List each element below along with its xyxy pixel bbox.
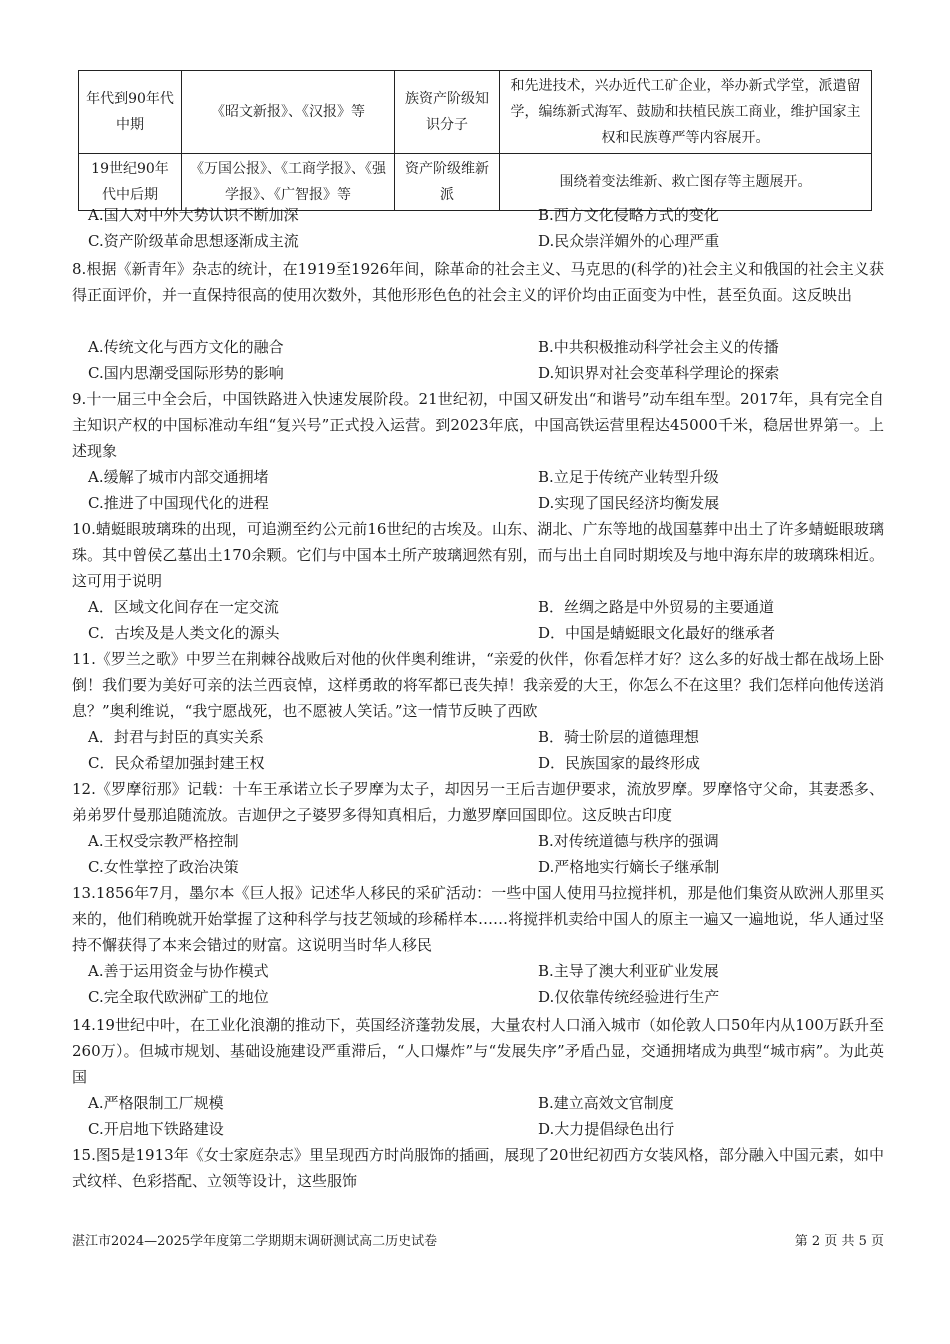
q11-options: [88, 724, 868, 776]
option-b[interactable]: B.中共积极推动科学社会主义的传播: [538, 338, 779, 356]
question-14-stem: 14.19世纪中叶，在工业化浪潮的推动下，英国经济蓬勃发展，大量农村人口涌入城市（如伦敦人口50年内从100万跃升至260万）。但城市规划、基础设施建设严重滞后，“人口爆炸”与“发展失序”矛盾凸显，交通拥堵成为典型“城市病”。为此英国: [72, 1016, 884, 1086]
table-cell-period: 年代到90年代中期: [79, 71, 182, 154]
option-c[interactable]: C.开启地下铁路建设: [88, 1120, 224, 1138]
page-number: 第 2 页 共 5 页: [794, 1234, 884, 1249]
table-cell-papers: 《万国公报》、《工商学报》、《强学报》、《广智报》等: [182, 154, 395, 211]
option-c[interactable]: C.国内思潮受国际形势的影响: [88, 364, 284, 382]
option-d[interactable]: D.严格地实行嫡长子继承制: [538, 858, 720, 876]
option-c[interactable]: C.推进了中国现代化的进程: [88, 494, 269, 512]
q14-options: [88, 1090, 868, 1142]
option-c[interactable]: C.完全取代欧洲矿工的地位: [88, 988, 269, 1006]
question-8-stem: 8.根据《新青年》杂志的统计，在1919至1926年间，除革命的社会主义、马克思的(科学的)社会主义和俄国的社会主义获得正面评价，并一直保持很高的使用次数外，其他形形色色的社会主义的评价均由正面变为中性，甚至负面。这反映出: [72, 260, 884, 304]
option-d[interactable]: D．民族国家的最终形成: [538, 754, 701, 772]
q8-options: [88, 334, 868, 386]
option-a[interactable]: A.严格限制工厂规模: [88, 1094, 224, 1112]
table-cell-content: 围绕着变法维新、救亡图存等主题展开。: [500, 154, 872, 211]
option-d[interactable]: D.知识界对社会变革科学理论的探索: [538, 364, 780, 382]
table-row: [79, 71, 872, 154]
option-d[interactable]: D.大力提倡绿色出行: [538, 1120, 675, 1138]
q7-options: [88, 202, 868, 254]
option-a[interactable]: A.缓解了城市内部交通拥堵: [88, 468, 269, 486]
page-footer: [72, 1230, 884, 1249]
table-cell-period: 19世纪90年代中后期: [79, 154, 182, 211]
option-c[interactable]: C.女性掌控了政治决策: [88, 858, 239, 876]
option-d[interactable]: D．中国是蜻蜓眼文化最好的继承者: [538, 624, 776, 642]
question-11-stem: 11.《罗兰之歌》中罗兰在荆棘谷战败后对他的伙伴奥利维讲，“亲爱的伙伴，你看怎样才好？这么多的好战士都在战场上卧倒！我们要为美好可亲的法兰西哀悼，这样勇敢的将军都已丧失掉！我亲爱的大王，你怎么不在这里？我们怎样向他传送消息？”奥利维说，“我宁愿战死，也不愿被人笑话。”这一情节反映了西欧: [72, 650, 884, 720]
option-c[interactable]: C．民众希望加强封建王权: [88, 754, 265, 772]
q12-options: [88, 828, 868, 880]
question-15-stem: 15.图5是1913年《女士家庭杂志》里呈现西方时尚服饰的插画，展现了20世纪初西方女装风格，部分融入中国元素，如中式纹样、色彩搭配、立领等设计，这些服饰: [72, 1146, 884, 1190]
option-d[interactable]: D.民众崇洋媚外的心理严重: [538, 232, 720, 250]
option-b[interactable]: B.对传统道德与秩序的强调: [538, 832, 719, 850]
q9-options: [88, 464, 868, 516]
option-a[interactable]: A.善于运用资金与协作模式: [88, 962, 269, 980]
option-d[interactable]: D.仅依靠传统经验进行生产: [538, 988, 720, 1006]
option-b[interactable]: B.立足于传统产业转型升级: [538, 468, 719, 486]
option-b[interactable]: B.主导了澳大利亚矿业发展: [538, 962, 719, 980]
option-d[interactable]: D.实现了国民经济均衡发展: [538, 494, 720, 512]
option-a[interactable]: A.国人对中外大势认识不断加深: [88, 206, 299, 224]
q13-options: [88, 958, 868, 1010]
question-10-stem: 10.蜻蜓眼玻璃珠的出现，可追溯至约公元前16世纪的古埃及。山东、湖北、广东等地的战国墓葬中出土了许多蜻蜓眼玻璃珠。其中曾侯乙墓出土170余颗。它们与中国本土所产玻璃迥然有别，而与出土自同时期埃及与地中海东岸的玻璃珠相近。这可用于说明: [72, 520, 884, 590]
option-a[interactable]: A．区域文化间存在一定交流: [88, 598, 279, 616]
question-9-stem: 9.十一届三中全会后，中国铁路进入快速发展阶段。21世纪初，中国又研发出“和谐号”动车组车型。2017年，具有完全自主知识产权的中国标准动车组“复兴号”正式投入运营。到2023年底，中国高铁运营里程达45000千米，稳居世界第一。上述现象: [72, 390, 884, 460]
option-a[interactable]: A．封君与封臣的真实关系: [88, 728, 264, 746]
option-b[interactable]: B.西方文化侵略方式的变化: [538, 206, 719, 224]
exam-title: 湛江市2024—2025学年度第二学期期末调研测试高二历史试卷: [72, 1234, 438, 1249]
q10-options: [88, 594, 868, 646]
question-12-stem: 12.《罗摩衍那》记载：十车王承诺立长子罗摩为太子，却因另一王后吉迦伊要求，流放罗摩。罗摩恪守父命，其妻悉多、弟弟罗什曼那追随流放。吉迦伊之子婆罗多得知真相后，力邀罗摩回国即位。这反映古印度: [72, 780, 884, 824]
table-cell-papers: 《昭文新报》、《汉报》等: [182, 71, 395, 154]
option-b[interactable]: B.建立高效文官制度: [538, 1094, 674, 1112]
question-13-stem: 13.1856年7月，墨尔本《巨人报》记述华人移民的采矿活动：一些中国人使用马拉搅拌机，那是他们集资从欧洲人那里买来的，他们稍晚就开始掌握了这种科学与技艺领域的珍稀样本……将搅拌机卖给中国人的原主一遍又一遍地说，华人通过坚持不懈获得了本来会错过的财富。这说明当时华人移民: [72, 884, 884, 954]
history-table: [78, 70, 872, 211]
option-a[interactable]: A.传统文化与西方文化的融合: [88, 338, 284, 356]
table-cell-group: 资产阶级维新派: [395, 154, 500, 211]
option-c[interactable]: C．古埃及是人类文化的源头: [88, 624, 280, 642]
option-c[interactable]: C.资产阶级革命思想逐渐成主流: [88, 232, 299, 250]
option-b[interactable]: B．丝绸之路是中外贸易的主要通道: [538, 598, 775, 616]
option-b[interactable]: B．骑士阶层的道德理想: [538, 728, 700, 746]
table-cell-group: 族资产阶级知识分子: [395, 71, 500, 154]
option-a[interactable]: A.王权受宗教严格控制: [88, 832, 239, 850]
table-cell-content: 和先进技术，兴办近代工矿企业，举办新式学堂，派遣留学，编练新式海军、鼓励和扶植民族工商业，维护国家主权和民族尊严等内容展开。: [500, 71, 872, 154]
